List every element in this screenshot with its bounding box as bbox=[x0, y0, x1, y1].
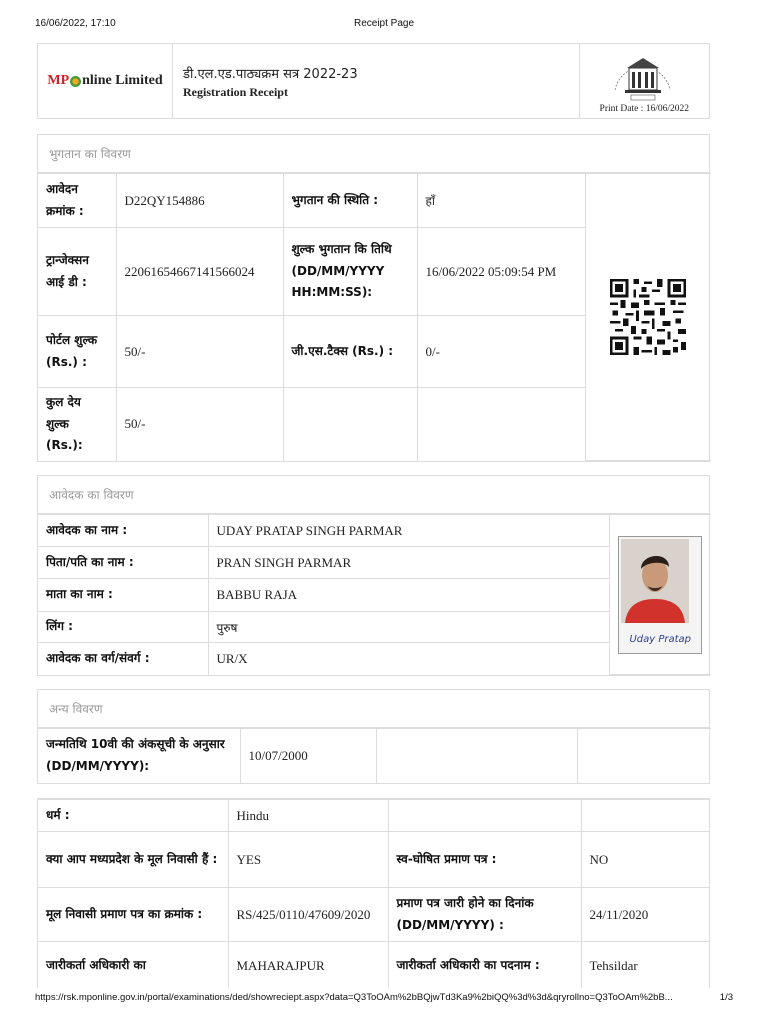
receipt-title: Registration Receipt bbox=[183, 85, 288, 99]
cert-date-value: 24/11/2020 bbox=[581, 888, 710, 942]
applicant-photo-image bbox=[621, 539, 689, 623]
more-details-table bbox=[38, 799, 710, 988]
self-cert-label: स्व-घोषित प्रमाण पत्र : bbox=[388, 832, 581, 888]
empty-cell bbox=[417, 388, 585, 461]
applicant-section bbox=[37, 475, 710, 676]
gst-label: जी.एस.टैक्स (Rs.) : bbox=[283, 316, 417, 388]
other-details-section-title: अन्य विवरण bbox=[38, 690, 709, 728]
receipt-title-block bbox=[173, 44, 579, 118]
category-value: UR/X bbox=[208, 643, 609, 675]
dob-label: जन्मतिथि 10वी की अंकसूची के अनुसार (DD/MM/YYYY): bbox=[38, 729, 240, 783]
qr-code-cell bbox=[585, 174, 711, 461]
course-title: डी.एल.एड.पाठ्यक्रम सत्र 2022-23 bbox=[183, 67, 358, 82]
fee-date-label: शुल्क भुगतान कि तिथि (DD/MM/YYYY HH:MM:SS): bbox=[283, 228, 417, 316]
page-url: https://rsk.mponline.gov.in/portal/examinations/ded/showreciept.aspx?data=Q3ToOAm%2bBQjwTd3Ka9%2biQQ%3d%3d&qryrollno=Q3ToOAm%2bB... bbox=[35, 992, 673, 1003]
logo-rest-text: nline Limited bbox=[82, 73, 163, 88]
category-label: आवेदक का वर्ग/संवर्ग : bbox=[38, 643, 208, 675]
logo-globe-icon bbox=[70, 76, 81, 87]
fee-date-value: 16/06/2022 05:09:54 PM bbox=[417, 228, 585, 316]
logo-mp-text: MP bbox=[47, 73, 70, 88]
self-cert-value: NO bbox=[581, 832, 710, 888]
mother-name-value: BABBU RAJA bbox=[208, 579, 609, 612]
transaction-id-value: 22061654667141566024 bbox=[116, 228, 283, 316]
payment-section-title: भुगतान का विवरण bbox=[38, 135, 709, 173]
gender-label: लिंग : bbox=[38, 612, 208, 643]
total-fee-value: 50/- bbox=[116, 388, 283, 461]
applicant-name-value: UDAY PRATAP SINGH PARMAR bbox=[208, 515, 609, 547]
mother-name-label: माता का नाम : bbox=[38, 579, 208, 612]
payment-status-label: भुगतान की स्थिति : bbox=[283, 174, 417, 228]
gst-value: 0/- bbox=[417, 316, 585, 388]
payment-table bbox=[38, 173, 711, 461]
issuer-post-label: जारीकर्ता अधिकारी का पदनाम : bbox=[388, 942, 581, 989]
empty-cell bbox=[388, 800, 581, 832]
other-details-section bbox=[37, 689, 710, 784]
applicant-section-title: आवेदक का विवरण bbox=[38, 476, 709, 514]
empty-cell bbox=[577, 729, 711, 783]
total-fee-label: कुल देय शुल्क (Rs.): bbox=[38, 388, 116, 461]
empty-cell bbox=[581, 800, 710, 832]
portal-fee-value: 50/- bbox=[116, 316, 283, 388]
print-footer bbox=[35, 992, 733, 1006]
domicile-no-value: RS/425/0110/47609/2020 bbox=[228, 888, 388, 942]
print-header bbox=[35, 18, 733, 32]
application-no-label: आवेदन क्रमांक : bbox=[38, 174, 116, 228]
application-no-value: D22QY154886 bbox=[116, 174, 283, 228]
portal-fee-label: पोर्टल शुल्क (Rs.) : bbox=[38, 316, 116, 388]
transaction-id-label: ट्रान्जेक्सन आई डी : bbox=[38, 228, 116, 316]
issuer-label: जारीकर्ता अधिकारी का bbox=[38, 942, 228, 989]
issuer-post-value: Tehsildar bbox=[581, 942, 710, 989]
native-resident-label: क्या आप मध्यप्रदेश के मूल निवासी हैं : bbox=[38, 832, 228, 888]
mponline-logo bbox=[38, 44, 173, 118]
gender-value: पुरुष bbox=[208, 612, 609, 643]
issuer-value: MAHARAJPUR bbox=[228, 942, 388, 989]
qr-code-icon bbox=[610, 278, 686, 356]
page-number: 1/3 bbox=[719, 992, 733, 1003]
religion-value: Hindu bbox=[228, 800, 388, 832]
applicant-photo bbox=[618, 536, 702, 654]
other-details-table bbox=[38, 728, 711, 783]
emblem-block bbox=[579, 44, 709, 118]
payment-status-value: हाँ bbox=[417, 174, 585, 228]
empty-cell bbox=[283, 388, 417, 461]
print-page-title: Receipt Page bbox=[353, 18, 415, 29]
print-date: Print Date : 16/06/2022 bbox=[599, 104, 689, 114]
father-name-label: पिता/पति का नाम : bbox=[38, 547, 208, 579]
domicile-no-label: मूल निवासी प्रमाण पत्र का क्रमांक : bbox=[38, 888, 228, 942]
more-details-section bbox=[37, 798, 710, 988]
empty-cell bbox=[376, 729, 577, 783]
applicant-signature: Uday Pratap bbox=[629, 633, 692, 645]
father-name-value: PRAN SINGH PARMAR bbox=[208, 547, 609, 579]
applicant-name-label: आवेदक का नाम : bbox=[38, 515, 208, 547]
native-resident-value: YES bbox=[228, 832, 388, 888]
cert-date-label: प्रमाण पत्र जारी होने का दिनांक (DD/MM/YYYY) : bbox=[388, 888, 581, 942]
religion-label: धर्म : bbox=[38, 800, 228, 832]
photo-cell bbox=[609, 515, 711, 675]
board-emblem-icon bbox=[605, 50, 680, 104]
payment-section bbox=[37, 134, 710, 462]
dob-value: 10/07/2000 bbox=[240, 729, 376, 783]
print-datetime: 16/06/2022, 17:10 bbox=[35, 18, 116, 29]
receipt-header bbox=[37, 43, 710, 119]
applicant-table bbox=[38, 514, 711, 675]
